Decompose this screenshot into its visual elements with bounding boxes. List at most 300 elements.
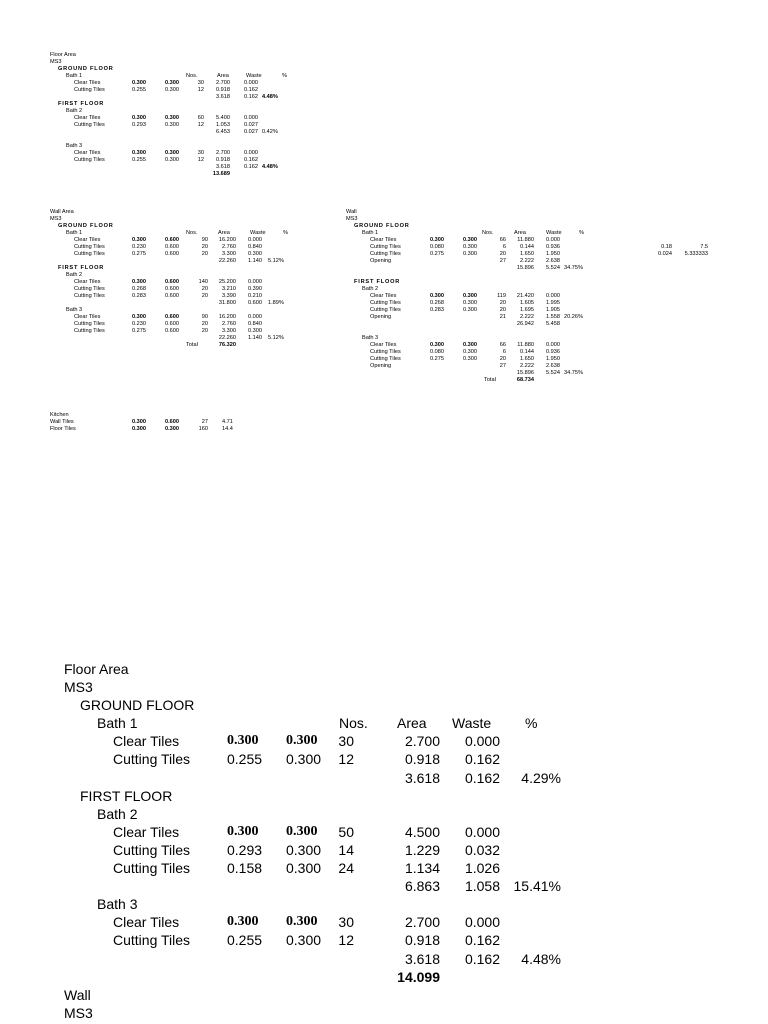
- subtotal-row: [50, 94, 350, 101]
- tile-waste: 0.162: [464, 932, 500, 949]
- subtotal-area: 22.260: [218, 335, 236, 341]
- room-label: Bath 3: [362, 335, 379, 341]
- tile-area: 16.200: [218, 237, 236, 243]
- table-row: [346, 349, 726, 356]
- tile-waste: 0.000: [248, 237, 262, 243]
- tile-area: 2.222: [520, 314, 534, 320]
- wall-area-small-table: [50, 209, 350, 349]
- tile-area: 14.4: [222, 426, 233, 432]
- table-row: [0, 732, 768, 750]
- tile-length: 0.230: [132, 321, 146, 327]
- subtotal-row: [50, 164, 350, 171]
- tile-length: 0.300: [227, 914, 259, 930]
- unit-label: MS3: [50, 216, 62, 222]
- tile-area: 11.880: [517, 237, 534, 243]
- tile-area: 2.700: [404, 914, 440, 931]
- column-header-waste: Waste: [452, 715, 492, 732]
- tile-waste: 0.936: [546, 349, 560, 355]
- tile-length: 0.230: [132, 244, 146, 250]
- section-title: Wall Area: [50, 209, 74, 215]
- room-label: Bath 1: [97, 715, 138, 732]
- tile-waste: 0.000: [464, 733, 500, 750]
- floor-heading: FIRST FLOOR: [58, 101, 105, 107]
- tile-count: 12: [197, 122, 204, 128]
- table-row: [0, 859, 768, 877]
- tile-waste: 0.840: [248, 244, 262, 250]
- total-row: [50, 342, 350, 349]
- floor-heading: FIRST FLOOR: [58, 265, 105, 271]
- tile-type: Cutting Tiles: [74, 244, 105, 250]
- tile-width: 0.600: [165, 279, 179, 285]
- subtotal-waste: 0.162: [244, 164, 258, 170]
- tile-type: Cutting Tiles: [74, 328, 105, 334]
- table-row: [50, 419, 350, 426]
- tile-area: 3.300: [222, 328, 236, 334]
- tile-type: Cutting Tiles: [74, 293, 105, 299]
- subtotal-waste: 5.524: [546, 370, 560, 376]
- subtotal-percent: 5.12%: [268, 258, 284, 264]
- table-row: [50, 122, 350, 129]
- tile-length: 0.300: [132, 115, 146, 121]
- subtotal-waste: 5.458: [546, 321, 560, 327]
- column-header-waste: Waste: [250, 230, 266, 236]
- tile-area: 4.500: [404, 823, 440, 840]
- subtotal-percent: 15.41%: [513, 878, 561, 895]
- subtotal-area: 6.453: [216, 129, 230, 135]
- tile-waste: 1.995: [546, 300, 560, 306]
- tile-width: 0.300: [463, 244, 477, 250]
- table-row: [346, 237, 726, 244]
- tile-count: 119: [497, 293, 506, 299]
- tile-count: 27: [499, 363, 506, 369]
- tile-waste: 0.300: [248, 328, 262, 334]
- tile-length: 0.300: [132, 237, 146, 243]
- tile-count: 20: [201, 328, 208, 334]
- tile-waste: 0.840: [248, 321, 262, 327]
- room-label: Bath 2: [66, 108, 83, 114]
- tile-width: 0.300: [463, 307, 477, 313]
- tile-count: 140: [198, 279, 208, 285]
- subtotal-waste: 1.140: [248, 335, 262, 341]
- room-label: Bath 1: [66, 230, 83, 236]
- tile-waste: 1.950: [546, 356, 560, 362]
- unit-label: MS3: [346, 216, 358, 222]
- subtotal-waste: 1.058: [464, 878, 500, 895]
- subtotal-area: 3.618: [404, 950, 440, 967]
- tile-area: 2.700: [216, 150, 230, 156]
- column-header-waste: Waste: [546, 230, 562, 236]
- tile-length: 0.255: [227, 932, 263, 949]
- subtotal-percent: 5.12%: [268, 335, 284, 341]
- tile-type: Cutting Tiles: [74, 251, 105, 257]
- tile-count: 30: [338, 733, 354, 750]
- wall-total: 68.734: [516, 377, 534, 383]
- subtotal-waste: 0.162: [464, 950, 500, 967]
- tile-length: 0.080: [430, 349, 444, 355]
- tile-type: Cutting Tiles: [74, 87, 105, 93]
- column-header-waste: Waste: [246, 73, 262, 79]
- tile-area: 21.420: [516, 293, 534, 299]
- table-row: [346, 293, 726, 300]
- tile-count: 12: [338, 932, 354, 949]
- tile-waste: 0.210: [248, 293, 262, 299]
- subtotal-area: 6.863: [404, 878, 440, 895]
- tile-waste: 0.300: [248, 251, 262, 257]
- kitchen-table: [50, 412, 350, 433]
- tile-count: 20: [499, 356, 506, 362]
- tile-waste: 2.638: [546, 363, 560, 369]
- tile-count: 20: [201, 321, 208, 327]
- tile-width: 0.600: [165, 328, 179, 334]
- tile-type: Opening: [370, 314, 392, 320]
- room-label: Bath 3: [66, 307, 83, 313]
- subtotal-row: [0, 877, 768, 895]
- tile-type: Cutting Tiles: [74, 157, 105, 163]
- tile-length: 0.300: [132, 426, 146, 432]
- table-row: [50, 293, 350, 300]
- subtotal-percent: 4.48%: [262, 164, 278, 170]
- tile-type: Cutting Tiles: [370, 349, 401, 355]
- tile-waste: 0.000: [244, 80, 258, 86]
- column-header-percent: %: [282, 73, 287, 79]
- subtotal-percent: 4.29%: [521, 769, 561, 786]
- tile-type: Clear Tiles: [74, 115, 101, 121]
- tile-area: 1.134: [404, 860, 440, 877]
- tile-waste: 0.000: [464, 823, 500, 840]
- side-note-value: 5.333333: [684, 251, 708, 257]
- subtotal-percent: 4.48%: [262, 94, 278, 100]
- table-row: [50, 251, 350, 258]
- tile-type: Clear Tiles: [370, 342, 397, 348]
- side-note-value: 0.024: [658, 251, 672, 257]
- subtotal-area: 15.896: [516, 265, 534, 271]
- tile-waste: 1.558: [546, 314, 560, 320]
- tile-waste: 0.162: [244, 87, 258, 93]
- tile-width: 0.300: [463, 293, 477, 299]
- unit-label: MS3: [64, 1004, 93, 1021]
- column-header-percent: %: [579, 230, 584, 236]
- side-note-value: 0.18: [661, 244, 672, 250]
- subtotal-row: [0, 950, 768, 968]
- subtotal-row: [50, 258, 350, 265]
- tile-waste: 0.390: [248, 286, 262, 292]
- tile-type: Cutting Tiles: [74, 321, 105, 327]
- tile-area: 0.918: [216, 157, 230, 163]
- table-row: [50, 328, 350, 335]
- tile-type: Opening: [370, 363, 392, 369]
- tile-width: 0.300: [286, 733, 318, 749]
- tile-waste: 0.936: [546, 244, 560, 250]
- table-row: [346, 356, 726, 363]
- tile-type: Cutting Tiles: [74, 286, 105, 292]
- table-row: [346, 307, 726, 314]
- tile-width: 0.300: [463, 342, 477, 348]
- table-row: [50, 115, 350, 122]
- tile-count: 20: [499, 251, 506, 257]
- tile-length: 0.300: [227, 823, 259, 839]
- tile-width: 0.300: [165, 150, 179, 156]
- column-header-area: Area: [217, 73, 229, 79]
- tile-width: 0.300: [463, 251, 477, 257]
- tile-width: 0.300: [286, 841, 322, 858]
- tile-length: 0.255: [132, 157, 146, 163]
- tile-type: Cutting Tiles: [74, 122, 105, 128]
- tile-type: Clear Tiles: [74, 150, 101, 156]
- tile-count: 20: [201, 286, 208, 292]
- tile-area: 16.200: [218, 314, 236, 320]
- floor-heading: GROUND FLOOR: [58, 223, 114, 229]
- tile-width: 0.300: [463, 356, 477, 362]
- section-title: Kitchen: [50, 412, 69, 418]
- subtotal-percent: 34.75%: [564, 265, 583, 271]
- table-row: [346, 244, 726, 251]
- room-label: Bath 1: [66, 73, 83, 79]
- tile-waste: 0.000: [464, 914, 500, 931]
- subtotal-row: [0, 769, 768, 787]
- table-row: [346, 258, 726, 265]
- tile-area: 3.390: [222, 293, 236, 299]
- tile-width: 0.300: [165, 157, 179, 163]
- tile-area: 0.918: [216, 87, 230, 93]
- tile-width: 0.300: [463, 349, 477, 355]
- tile-area: 1.229: [404, 841, 440, 858]
- tile-waste: 0.000: [546, 293, 560, 299]
- tile-length: 0.300: [132, 80, 146, 86]
- tile-count: 66: [499, 342, 506, 348]
- tile-area: 2.700: [216, 80, 230, 86]
- subtotal-area: 3.618: [216, 94, 230, 100]
- tile-area: 1.695: [520, 307, 534, 313]
- total-row: [346, 377, 726, 384]
- subtotal-waste: 0.027: [244, 129, 258, 135]
- tile-type: Cutting Tiles: [113, 932, 191, 949]
- tile-waste: 0.000: [244, 150, 258, 156]
- tile-width: 0.300: [165, 80, 179, 86]
- tile-width: 0.600: [165, 237, 179, 243]
- column-header-nos: Nos.: [482, 230, 494, 236]
- tile-area: 0.918: [404, 751, 440, 768]
- tile-area: 0.144: [520, 244, 534, 250]
- tile-area: 3.210: [222, 286, 236, 292]
- tile-length: 0.300: [132, 419, 146, 425]
- tile-length: 0.275: [430, 251, 444, 257]
- subtotal-percent: 1.89%: [268, 300, 284, 306]
- column-header-nos: Nos.: [186, 73, 198, 79]
- table-row: [346, 342, 726, 349]
- tile-type: Wall Tiles: [50, 419, 74, 425]
- subtotal-waste: 1.140: [248, 258, 262, 264]
- table-row: [50, 87, 350, 94]
- tile-type: Clear Tiles: [74, 314, 101, 320]
- unit-label: MS3: [50, 59, 62, 65]
- room-label: Bath 2: [97, 805, 138, 822]
- tile-width: 0.600: [165, 321, 179, 327]
- subtotal-waste: 0.162: [244, 94, 258, 100]
- room-label: Bath 3: [66, 143, 83, 149]
- tile-waste: 0.032: [464, 841, 500, 858]
- table-row: [0, 823, 768, 841]
- tile-type: Cutting Tiles: [370, 356, 401, 362]
- tile-count: 24: [338, 860, 354, 877]
- tile-count: 90: [201, 314, 208, 320]
- floor-heading: GROUND FLOOR: [354, 223, 410, 229]
- column-header-area: Area: [218, 230, 230, 236]
- tile-type: Clear Tiles: [74, 80, 101, 86]
- tile-type: Clear Tiles: [370, 237, 397, 243]
- subtotal-row: [50, 129, 350, 136]
- tile-width: 0.300: [286, 751, 322, 768]
- tile-type: Clear Tiles: [113, 914, 180, 931]
- wall-area-total: 76.320: [218, 342, 236, 348]
- tile-width: 0.600: [165, 251, 179, 257]
- subtotal-area: 3.618: [216, 164, 230, 170]
- tile-count: 14: [338, 841, 354, 858]
- tile-type: Clear Tiles: [113, 823, 180, 840]
- subtotal-percent: 0.42%: [262, 129, 278, 135]
- tile-area: 2.760: [222, 244, 236, 250]
- tile-area: 1.650: [520, 251, 534, 257]
- tile-waste: 1.026: [464, 860, 500, 877]
- floor-heading: FIRST FLOOR: [80, 787, 173, 804]
- tile-waste: 0.000: [248, 314, 262, 320]
- tile-type: Cutting Tiles: [370, 307, 401, 313]
- tile-length: 0.275: [132, 251, 146, 257]
- tile-area: 1.053: [216, 122, 230, 128]
- table-row: [50, 286, 350, 293]
- tile-area: 2.222: [520, 363, 534, 369]
- tile-count: 21: [499, 314, 506, 320]
- section-title: Floor Area: [64, 661, 129, 677]
- tile-length: 0.293: [227, 841, 263, 858]
- tile-type: Cutting Tiles: [370, 300, 401, 306]
- subtotal-area: 26.942: [516, 321, 534, 327]
- table-row: [0, 913, 768, 931]
- table-row: [0, 750, 768, 768]
- tile-type: Clear Tiles: [370, 293, 397, 299]
- table-row: [50, 237, 350, 244]
- table-row: [346, 363, 726, 370]
- tile-waste: 1.950: [546, 251, 560, 257]
- floor-heading: GROUND FLOOR: [58, 66, 114, 72]
- tile-area: 25.200: [218, 279, 236, 285]
- subtotal-area: 22.260: [218, 258, 236, 264]
- side-note-value: 7.5: [700, 244, 708, 250]
- tile-type: Clear Tiles: [113, 733, 180, 750]
- column-header-area: Area: [514, 230, 526, 236]
- section-title: Wall: [64, 986, 91, 1003]
- subtotal-row: [346, 321, 726, 328]
- subtotal-percent: 20.26%: [564, 314, 583, 320]
- tile-length: 0.268: [132, 286, 146, 292]
- tile-area: 3.300: [222, 251, 236, 257]
- table-row: [0, 841, 768, 859]
- tile-area: 0.144: [520, 349, 534, 355]
- tile-area: 2.222: [520, 258, 534, 264]
- subtotal-waste: 0.600: [248, 300, 262, 306]
- tile-width: 0.600: [165, 314, 179, 320]
- tile-length: 0.293: [132, 122, 146, 128]
- tile-length: 0.268: [430, 300, 444, 306]
- table-row: [50, 321, 350, 328]
- tile-count: 20: [201, 251, 208, 257]
- total-label: Total: [186, 342, 198, 348]
- tile-waste: 0.162: [244, 157, 258, 163]
- tile-waste: 0.000: [244, 115, 258, 121]
- tile-area: 0.918: [404, 932, 440, 949]
- tile-width: 0.300: [286, 932, 322, 949]
- tile-area: 2.760: [222, 321, 236, 327]
- tile-count: 90: [201, 237, 208, 243]
- tile-type: Cutting Tiles: [113, 841, 191, 858]
- tile-type: Cutting Tiles: [113, 751, 191, 768]
- column-header-percent: %: [283, 230, 288, 236]
- tile-width: 0.600: [165, 286, 179, 292]
- tile-length: 0.080: [430, 244, 444, 250]
- tile-width: 0.300: [286, 914, 318, 930]
- section-title: Floor Area: [50, 52, 76, 58]
- subtotal-row: [346, 370, 726, 377]
- tile-width: 0.300: [165, 87, 179, 93]
- tile-type: Clear Tiles: [74, 237, 101, 243]
- tile-waste: 0.000: [248, 279, 262, 285]
- subtotal-row: [346, 265, 726, 272]
- tile-length: 0.275: [132, 328, 146, 334]
- tile-count: 160: [198, 426, 208, 432]
- tile-count: 6: [502, 244, 506, 250]
- tile-count: 30: [197, 150, 204, 156]
- subtotal-percent: 4.48%: [521, 950, 561, 967]
- subtotal-area: 15.896: [516, 370, 534, 376]
- tile-length: 0.255: [227, 751, 263, 768]
- column-header-area: Area: [397, 715, 427, 732]
- tile-length: 0.300: [227, 733, 259, 749]
- table-row: [50, 279, 350, 286]
- subtotal-waste: 5.524: [546, 265, 560, 271]
- tile-count: 12: [338, 751, 354, 768]
- tile-type: Cutting Tiles: [113, 860, 191, 877]
- tile-count: 20: [201, 244, 208, 250]
- tile-count: 66: [499, 237, 506, 243]
- tile-count: 30: [338, 914, 354, 931]
- tile-count: 6: [502, 349, 506, 355]
- subtotal-row: [50, 300, 350, 307]
- tile-length: 0.300: [430, 293, 444, 299]
- table-row: [50, 80, 350, 87]
- table-row: [346, 300, 726, 307]
- table-row: [346, 314, 726, 321]
- tile-width: 0.600: [165, 419, 179, 425]
- section-title: Wall: [346, 209, 357, 215]
- wall-small-table: [346, 209, 726, 384]
- tile-waste: 1.905: [546, 307, 560, 313]
- room-label: Bath 1: [362, 230, 379, 236]
- tile-area: 4.71: [222, 419, 233, 425]
- tile-width: 0.600: [165, 244, 179, 250]
- room-label: Bath 2: [362, 286, 379, 292]
- tile-length: 0.300: [430, 237, 444, 243]
- unit-label: MS3: [64, 679, 93, 696]
- tile-type: Floor Tiles: [50, 426, 76, 432]
- tile-width: 0.300: [165, 122, 179, 128]
- tile-waste: 2.638: [546, 258, 560, 264]
- table-row: [50, 157, 350, 164]
- table-row: [0, 931, 768, 949]
- tile-waste: 0.162: [464, 751, 500, 768]
- tile-length: 0.300: [132, 150, 146, 156]
- tile-width: 0.300: [165, 426, 179, 432]
- subtotal-row: [50, 335, 350, 342]
- tile-area: 1.650: [520, 356, 534, 362]
